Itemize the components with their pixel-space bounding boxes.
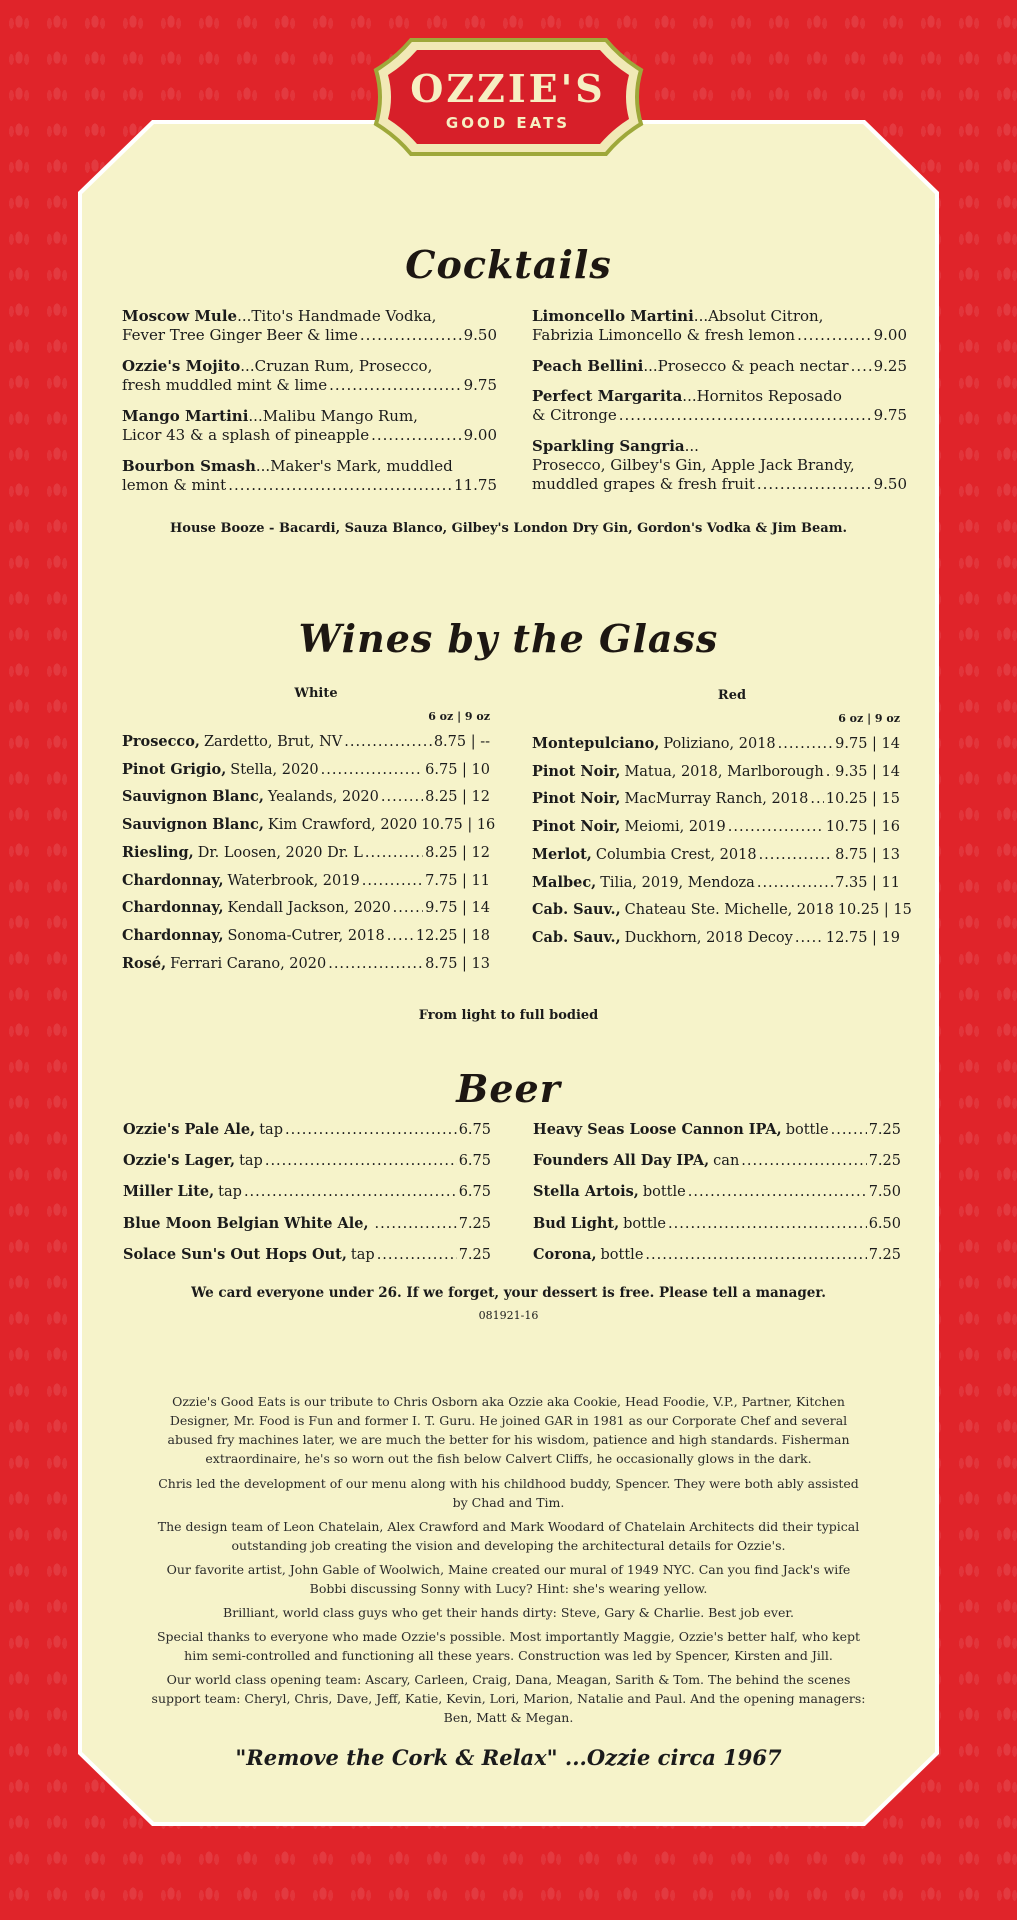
wine-body-note: From light to full bodied bbox=[418, 1008, 599, 1023]
white-wine-item bbox=[122, 899, 490, 916]
item-price: 10.25 | 15 bbox=[825, 791, 900, 808]
leader-dots bbox=[362, 873, 423, 889]
item-name: Cab. Sauv., bbox=[532, 928, 621, 946]
leader-dots bbox=[728, 819, 824, 835]
item-price: 8.75 | -- bbox=[433, 734, 490, 750]
item-price: 8.25 | 12 bbox=[425, 844, 490, 861]
item-description: Chateau Ste. Michelle, 2018 bbox=[624, 902, 834, 919]
item-price: 12.25 | 18 bbox=[415, 927, 490, 944]
beer-item bbox=[123, 1215, 491, 1232]
leader-dots bbox=[321, 762, 423, 778]
item-name: Bud Light, bbox=[533, 1214, 620, 1232]
item-price: 6.75 bbox=[458, 1153, 491, 1170]
beer-item bbox=[533, 1152, 901, 1169]
item-price: 12.75 | 19 bbox=[825, 929, 900, 946]
beer-item bbox=[123, 1152, 491, 1169]
item-name: Ozzie's Lager, bbox=[123, 1152, 236, 1170]
leader-dots bbox=[741, 1153, 866, 1169]
leader-dots bbox=[375, 1216, 457, 1232]
cocktail-perfect-margarita: Perfect Margarita...Hornitos Reposado & Citronge ..... 9.75 bbox=[532, 387, 907, 425]
item-price: 10.25 | 15 bbox=[837, 902, 912, 919]
item-price: 9.35 | 14 bbox=[835, 763, 900, 780]
leader-dots bbox=[810, 791, 824, 807]
item-description: tap bbox=[259, 1122, 283, 1138]
beer-item bbox=[533, 1183, 901, 1200]
leader-dots bbox=[831, 1122, 867, 1138]
red-wine-item bbox=[532, 763, 900, 780]
beer-item bbox=[123, 1121, 491, 1138]
item-description: bottle bbox=[600, 1246, 644, 1263]
item-price: 7.35 | 11 bbox=[835, 874, 900, 891]
leader-dots bbox=[645, 1247, 866, 1263]
item-description: Ferrari Carano, 2020 bbox=[170, 955, 327, 972]
beer-item bbox=[533, 1215, 901, 1232]
leader-dots bbox=[759, 847, 834, 863]
item-description: Poliziano, 2018 bbox=[663, 736, 776, 752]
item-name: Pinot Grigio, bbox=[122, 760, 227, 778]
item-name: Sauvignon Blanc, bbox=[122, 788, 264, 806]
item-price: 7.25 bbox=[868, 1153, 901, 1170]
beer-item bbox=[533, 1121, 901, 1138]
leader-dots bbox=[265, 1153, 457, 1169]
item-name: Pinot Noir, bbox=[532, 762, 621, 780]
white-wine-item bbox=[122, 955, 490, 972]
item-description: Meiomi, 2019 bbox=[624, 819, 726, 836]
item-price: 6.75 bbox=[458, 1184, 491, 1201]
item-name: Rosé, bbox=[122, 954, 167, 972]
leader-dots bbox=[285, 1122, 457, 1138]
item-price: 7.25 bbox=[458, 1215, 491, 1232]
item-description: Yealands, 2020 bbox=[267, 789, 379, 806]
item-description: Sonoma-Cutrer, 2018 bbox=[227, 927, 385, 944]
cocktail-peach-bellini: Peach Bellini ...Prosecco & peach nectar ..... 9.25 bbox=[532, 357, 907, 376]
item-description: Waterbrook, 2019 bbox=[227, 872, 360, 889]
red-wine-item bbox=[532, 929, 900, 946]
item-name: Corona, bbox=[533, 1245, 597, 1263]
white-wine-item bbox=[122, 927, 490, 944]
leader-dots bbox=[365, 845, 423, 861]
cocktail-mango-martini: Mango Martini...Malibu Mango Rum, Licor 43 & a splash of pineapple ..... 9.00 bbox=[122, 407, 497, 445]
red-wine-sizes: 6 oz | 9 oz bbox=[838, 712, 900, 725]
red-wine-header: Red bbox=[717, 688, 747, 703]
item-name: Montepulciano, bbox=[532, 735, 660, 752]
menu-code: 081921-16 bbox=[478, 1309, 539, 1322]
item-name: Chardonnay, bbox=[122, 926, 224, 944]
leader-dots bbox=[381, 789, 423, 805]
item-name: Blue Moon Belgian White Ale, bbox=[123, 1214, 369, 1232]
item-name: Miller Lite, bbox=[123, 1183, 215, 1201]
leader-dots bbox=[757, 875, 833, 891]
item-price: 6.75 bbox=[458, 1122, 491, 1138]
item-description: can bbox=[713, 1153, 740, 1170]
item-name: Stella Artois, bbox=[533, 1183, 639, 1201]
item-name: Pinot Noir, bbox=[532, 790, 621, 808]
logo-wordmark: OZZIE'S bbox=[410, 66, 606, 111]
item-name: Riesling, bbox=[122, 843, 194, 861]
item-description: tap bbox=[350, 1246, 375, 1263]
item-description: Zardetto, Brut, NV bbox=[203, 734, 343, 750]
white-wine-item bbox=[122, 872, 490, 889]
card-note: We card everyone under 26. If we forget, your dessert is free. Please tell a manager. bbox=[191, 1285, 826, 1301]
item-description: tap bbox=[218, 1184, 242, 1201]
item-name: Pinot Noir, bbox=[532, 818, 621, 836]
logo-tagline: GOOD EATS bbox=[445, 114, 571, 132]
red-wine-item bbox=[532, 735, 900, 752]
leader-dots bbox=[244, 1184, 457, 1200]
item-price: 7.25 bbox=[458, 1246, 491, 1263]
red-wine-item bbox=[532, 874, 900, 891]
about-paragraph-4: Our favorite artist, John Gable of Woolwich, Maine created our mural of 1949 NYC. Can you find Jack's wife Bobbi discussing Sonny with Lucy? Hint: she's wearing yellow. bbox=[166, 1562, 851, 1596]
white-wine-item bbox=[122, 844, 490, 861]
item-name: Prosecco, bbox=[122, 733, 200, 750]
item-description: Tilia, 2019, Mendoza bbox=[600, 874, 755, 891]
item-price: 7.25 bbox=[868, 1246, 901, 1263]
leader-dots bbox=[393, 900, 423, 916]
item-price: 8.75 | 13 bbox=[835, 846, 900, 863]
item-name: Sauvignon Blanc, bbox=[122, 816, 264, 834]
wines-title: Wines by the Glass bbox=[298, 616, 719, 661]
leader-dots bbox=[328, 956, 423, 972]
item-description: MacMurray Ranch, 2018 bbox=[624, 791, 809, 808]
item-price: 6.75 | 10 bbox=[425, 761, 490, 778]
ozzies-logo bbox=[371, 28, 646, 166]
leader-dots bbox=[826, 764, 833, 780]
red-wine-item bbox=[532, 901, 912, 919]
item-description: bottle bbox=[642, 1184, 686, 1201]
item-price: 7.50 bbox=[868, 1184, 901, 1201]
leader-dots bbox=[795, 930, 824, 946]
item-name: Chardonnay, bbox=[122, 871, 224, 889]
item-name: Malbec, bbox=[532, 873, 597, 891]
red-wine-item bbox=[532, 846, 900, 863]
about-paragraph-5: Brilliant, world class guys who get their hands dirty: Steve, Gary & Charlie. Best job ever. bbox=[223, 1605, 794, 1620]
item-price: 10.75 | 16 bbox=[825, 819, 900, 836]
white-wine-item bbox=[122, 733, 490, 750]
item-name: Merlot, bbox=[532, 845, 592, 863]
item-description: Matua, 2018, Marlborough bbox=[624, 763, 824, 780]
white-wine-header: White bbox=[294, 686, 338, 701]
about-paragraph-1: Ozzie's Good Eats is our tribute to Chris Osborn aka Ozzie aka Cookie, Head Foodie, V.P., Partner, Kitchen Designer, Mr. Food is Fun and former I. T. Guru. He joined GAR in 1981 as our Corporate Chef and several abused fry machines later, we are much the better for his wisdom, patience and high standards. Fisherman extraordinaire, he's so worn out the fish below Calvert Cliffs, he occasionally glows in the dark. bbox=[167, 1394, 850, 1466]
cocktail-ozzies-mojito: Ozzie's Mojito...Cruzan Rum, Prosecco, fresh muddled mint & lime ..... 9.75 bbox=[122, 357, 497, 395]
item-description: Kendall Jackson, 2020 bbox=[227, 900, 391, 917]
item-description: bottle bbox=[785, 1122, 829, 1138]
about-paragraph-7: Our world class opening team: Ascary, Carleen, Craig, Dana, Meagan, Sarith & Tom. The behind the scenes support team: Cheryl, Chris, Dave, Jeff, Katie, Kevin, Lori, Marion, Natalie and Paul. And the opening managers: Ben, Matt & Megan. bbox=[151, 1672, 866, 1725]
item-description: Dr. Loosen, 2020 Dr. L bbox=[197, 844, 363, 861]
item-description: Duckhorn, 2018 Decoy bbox=[624, 929, 793, 946]
item-price: 8.25 | 12 bbox=[425, 789, 490, 806]
white-wine-item bbox=[122, 816, 496, 834]
item-description: tap bbox=[239, 1153, 263, 1170]
item-price: 10.75 | 16 bbox=[421, 817, 496, 834]
ozzie-quote: "Remove the Cork & Relax" ...Ozzie circa 1967 bbox=[235, 1745, 782, 1770]
cocktail-sparkling-sangria: Sparkling Sangria... Prosecco, Gilbey's Gin, Apple Jack Brandy, muddled grapes & fresh fruit ..... 9.50 bbox=[532, 437, 907, 494]
leader-dots bbox=[778, 736, 833, 752]
leader-dots bbox=[387, 928, 414, 944]
about-paragraph-3: The design team of Leon Chatelain, Alex Crawford and Mark Woodard of Chatelain Architects did their typical outstanding job creating the vision and developing the architectural details for Ozzie's. bbox=[157, 1519, 860, 1553]
leader-dots bbox=[344, 734, 432, 750]
beer-item bbox=[123, 1183, 491, 1200]
item-price: 7.25 bbox=[868, 1122, 901, 1138]
red-wine-item bbox=[532, 818, 900, 835]
item-description: bottle bbox=[623, 1215, 667, 1232]
cocktails-title: Cocktails bbox=[405, 242, 612, 287]
item-name: Founders All Day IPA, bbox=[533, 1152, 710, 1170]
item-name: Solace Sun's Out Hops Out, bbox=[123, 1245, 347, 1263]
item-name: Chardonnay, bbox=[122, 899, 224, 917]
house-booze-note: House Booze - Bacardi, Sauza Blanco, Gilbey's London Dry Gin, Gordon's Vodka & Jim Beam. bbox=[170, 521, 847, 536]
cocktail-limoncello-martini: Limoncello Martini...Absolut Citron, Fabrizia Limoncello & fresh lemon ..... 9.00 bbox=[532, 307, 907, 345]
item-price: 9.75 | 14 bbox=[425, 900, 490, 917]
cocktail-moscow-mule: Moscow Mule...Tito's Handmade Vodka, Fever Tree Ginger Beer & lime ..... 9.50 bbox=[122, 307, 497, 345]
item-description: Columbia Crest, 2018 bbox=[595, 846, 757, 863]
item-name: Heavy Seas Loose Cannon IPA, bbox=[533, 1121, 782, 1138]
red-wine-item bbox=[532, 790, 900, 807]
white-wine-sizes: 6 oz | 9 oz bbox=[428, 710, 490, 723]
white-wine-item bbox=[122, 761, 490, 778]
beer-title: Beer bbox=[456, 1066, 561, 1111]
item-description: Kim Crawford, 2020 bbox=[267, 817, 418, 834]
about-paragraph-2: Chris led the development of our menu along with his childhood buddy, Spencer. They were both ably assisted by Chad and Tim. bbox=[158, 1476, 859, 1510]
leader-dots bbox=[668, 1216, 867, 1232]
item-name: Ozzie's Pale Ale, bbox=[123, 1121, 256, 1138]
item-price: 6.50 bbox=[868, 1215, 901, 1232]
leader-dots bbox=[377, 1247, 457, 1263]
beer-item bbox=[533, 1246, 901, 1263]
about-paragraph-6: Special thanks to everyone who made Ozzie's possible. Most importantly Maggie, Ozzie's better half, who kept him semi-controlled and functioning all these years. Construction was led by Spencer, Kirsten and Jill. bbox=[156, 1629, 861, 1663]
item-name: Cab. Sauv., bbox=[532, 901, 621, 919]
item-price: 7.75 | 11 bbox=[425, 872, 490, 889]
item-price: 9.75 | 14 bbox=[835, 736, 900, 752]
item-description: Stella, 2020 bbox=[230, 761, 319, 778]
cocktail-bourbon-smash: Bourbon Smash...Maker's Mark, muddled lemon & mint ..... 11.75 bbox=[122, 457, 497, 495]
white-wine-item bbox=[122, 788, 490, 805]
beer-item bbox=[123, 1246, 491, 1263]
leader-dots bbox=[688, 1184, 867, 1200]
item-price: 8.75 | 13 bbox=[425, 955, 490, 972]
